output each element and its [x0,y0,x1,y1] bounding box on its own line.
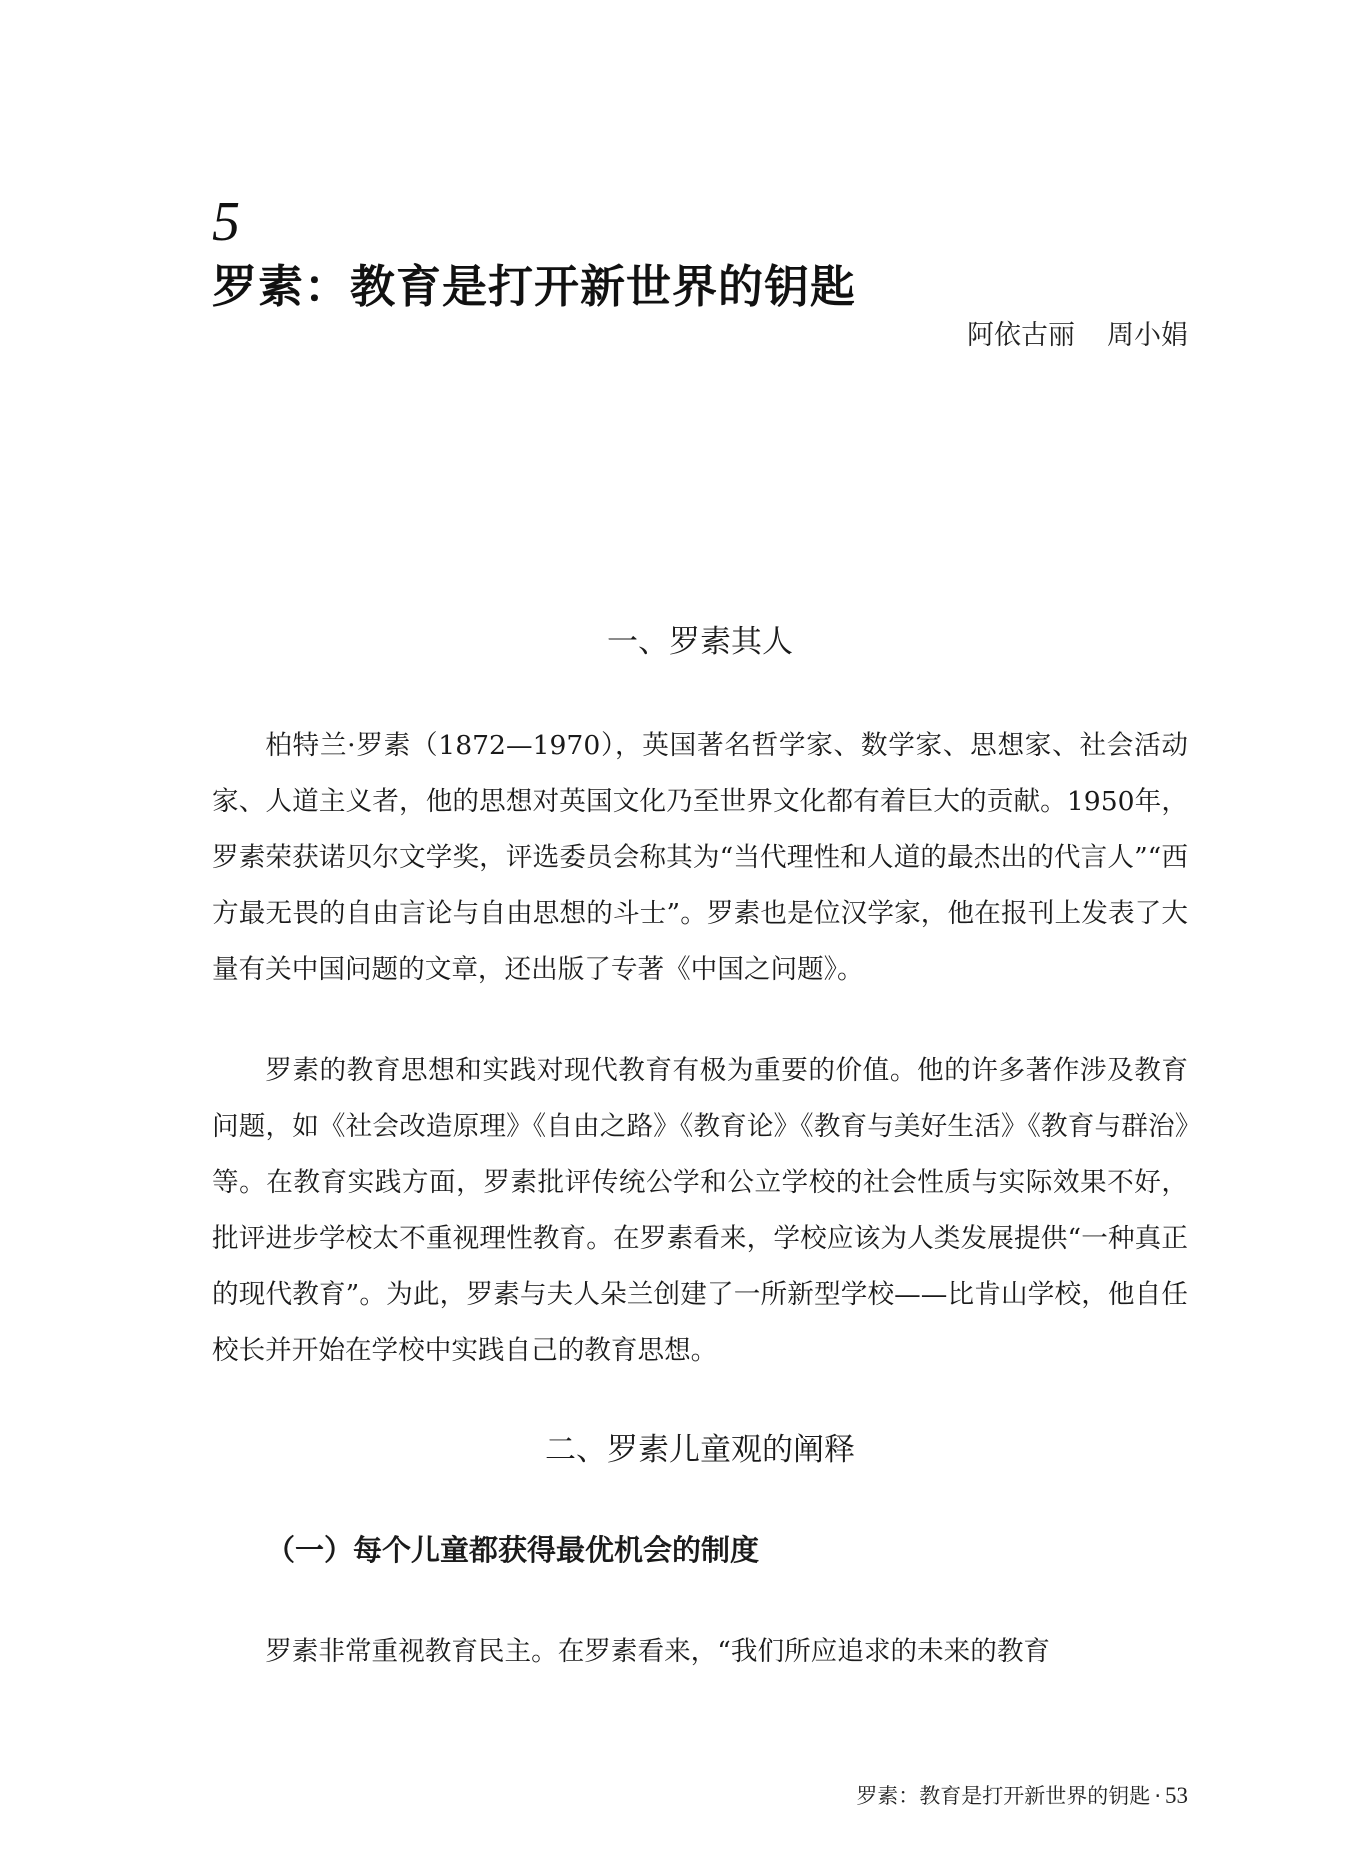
page-number: 53 [1165,1783,1188,1808]
subsection-heading: （一）每个儿童都获得最优机会的制度 [266,1533,760,1567]
chapter-number: 5 [212,191,240,253]
author-name: 周小娟 [1107,320,1188,351]
chapter-title: 罗素：教育是打开新世界的钥匙 [212,260,857,313]
body-paragraph: 罗素非常重视教育民主。在罗素看来，“我们所应追求的未来的教育 [265,1636,1050,1667]
body-paragraph: 柏特兰·罗素（1872—1970），英国著名哲学家、数学家、思想家、社会活动家、人道主义者，他的思想对英国文化乃至世界文化都有着巨大的贡献。1950年，罗素荣获诺贝尔文学奖，评选委员会称其为“当代理性和人道的最杰出的代言人”“西方最无畏的自由言论与自由思想的斗士”。罗素也是位汉学家，他在报刊上发表了大量有关中国问题的文章，还出版了专著《中国之问题》。 [212,730,1188,985]
section-heading: 一、罗素其人 [607,624,793,660]
author-name: 阿依古丽 [967,320,1075,351]
footer-separator: · [1154,1784,1161,1808]
authors-line [967,318,1188,354]
body-paragraph: 罗素的教育思想和实践对现代教育有极为重要的价值。他的许多著作涉及教育问题，如《社会改造原理》《自由之路》《教育论》《教育与美好生活》《教育与群治》等。在教育实践方面，罗素批评传统公学和公立学校的社会性质与实际效果不好，批评进步学校太不重视理性教育。在罗素看来，学校应该为人类发展提供“一种真正的现代教育”。为此，罗素与夫人朵兰创建了一所新型学校——比肯山学校，他自任校长并开始在学校中实践自己的教育思想。 [212,1055,1188,1366]
running-title: 罗素：教育是打开新世界的钥匙 [856,1784,1151,1808]
page-footer [856,1781,1188,1811]
section-heading: 二、罗素儿童观的阐释 [545,1432,855,1468]
